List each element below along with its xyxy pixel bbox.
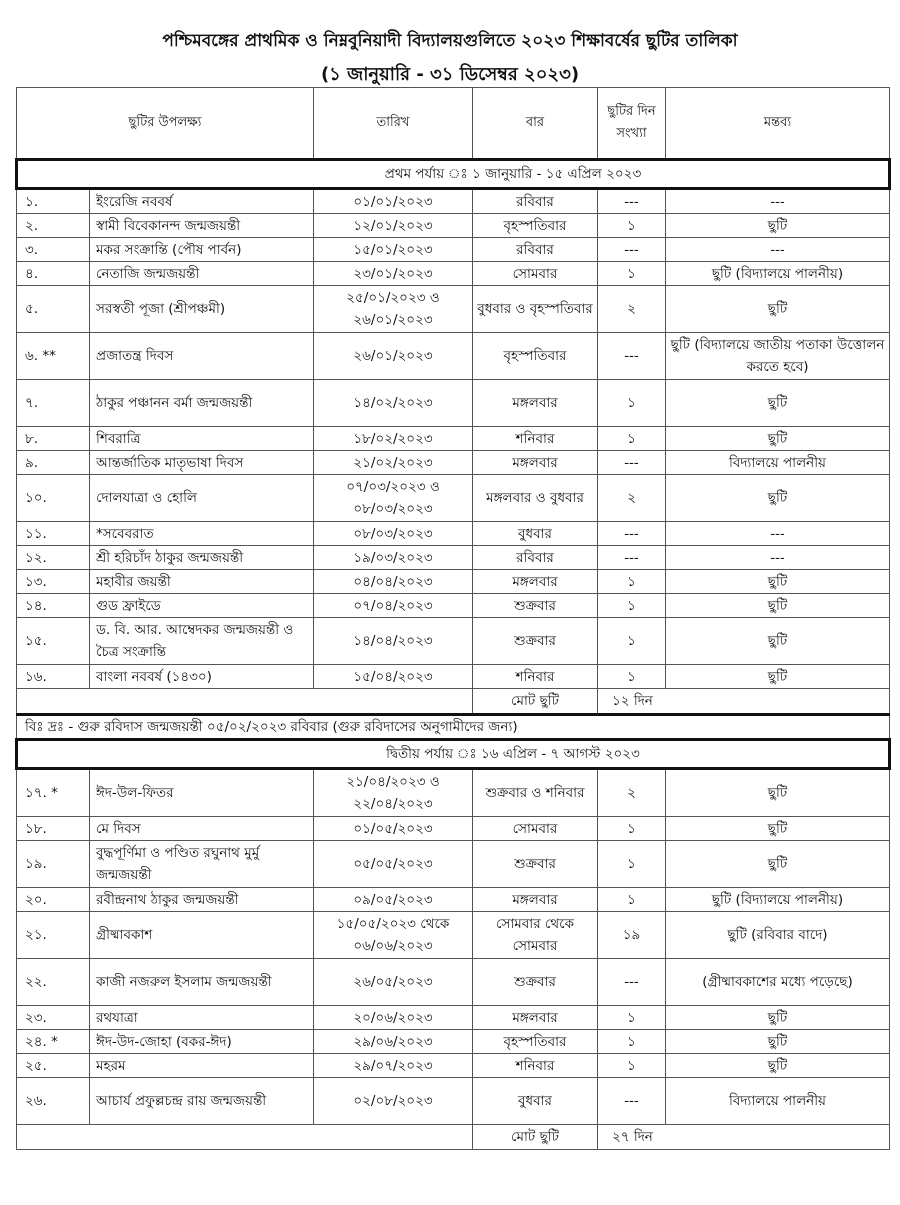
holiday-name: মহরম (90, 1054, 314, 1078)
holiday-count: ১ (598, 262, 666, 286)
holiday-day: রবিবার (473, 546, 598, 570)
row-number: ২০. (17, 888, 90, 912)
table-row (17, 817, 890, 841)
holiday-date: ২৯/০৭/২০২৩ (314, 1054, 473, 1078)
holiday-count: --- (598, 333, 666, 380)
holiday-name: বুদ্ধপূর্ণিমা ও পণ্ডিত রঘুনাথ মুর্মু জন্মজয়ন্তী (90, 841, 314, 888)
holiday-day: বৃহস্পতিবার (473, 1030, 598, 1054)
holiday-date: ০২/০৮/২০২৩ (314, 1078, 473, 1125)
row-number: ৫. (17, 286, 90, 333)
holiday-remark: --- (666, 522, 890, 546)
note-text: বিঃ দ্রঃ - গুরু রবিদাস জন্মজয়ন্তী ০৫/০২/২০২৩ রবিবার (গুরু রবিদাসের অনুগামীদের জন্য) (17, 715, 890, 740)
row-number: ১১. (17, 522, 90, 546)
holiday-day: শনিবার (473, 1054, 598, 1078)
table-row (17, 475, 890, 522)
holiday-count: ১ (598, 1030, 666, 1054)
holiday-count: ১ (598, 665, 666, 689)
header-remark: মন্তব্য (666, 88, 890, 160)
row-number: ২৩. (17, 1006, 90, 1030)
row-number: ১৮. (17, 817, 90, 841)
holiday-count: ১৯ (598, 912, 666, 959)
holiday-name: ড. বি. আর. আম্বেদকর জন্মজয়ন্তী ও চৈত্র সংক্রান্তি (90, 618, 314, 665)
row-number: ১. (17, 189, 90, 214)
row-number: ১৭. * (17, 769, 90, 817)
row-number: ২৪. * (17, 1030, 90, 1054)
row-number: ১৬. (17, 665, 90, 689)
holiday-name: রবীন্দ্রনাথ ঠাকুর জন্মজয়ন্তী (90, 888, 314, 912)
holiday-name: আচার্য প্রফুল্লচন্দ্র রায় জন্মজয়ন্তী (90, 1078, 314, 1125)
holiday-day: সোমবার (473, 262, 598, 286)
holiday-remark: (গ্রীষ্মাবকাশের মধ্যে পড়েছে) (666, 959, 890, 1006)
holiday-name: ঠাকুর পঞ্চানন বর্মা জন্মজয়ন্তী (90, 380, 314, 427)
holiday-name: মে দিবস (90, 817, 314, 841)
blank-cell (17, 689, 473, 715)
header-day: বার (473, 88, 598, 160)
holiday-day: বুধবার (473, 1078, 598, 1125)
table-row (17, 427, 890, 451)
header-date: তারিখ (314, 88, 473, 160)
table-row (17, 214, 890, 238)
note-row (17, 715, 890, 740)
holiday-day: মঙ্গলবার (473, 570, 598, 594)
table-row (17, 959, 890, 1006)
row-number: ২২. (17, 959, 90, 1006)
holiday-name: ঈদ-উদ-জোহা (বকর-ঈদ) (90, 1030, 314, 1054)
holiday-day: মঙ্গলবার (473, 1006, 598, 1030)
header-occasion: ছুটির উপলক্ষ্য (17, 88, 314, 160)
holiday-day: শনিবার (473, 665, 598, 689)
holiday-date: ১৪/০২/২০২৩ (314, 380, 473, 427)
table-row (17, 380, 890, 427)
total-label: মোট ছুটি (473, 1125, 598, 1150)
holiday-day: মঙ্গলবার (473, 380, 598, 427)
holiday-remark: ছুটি (666, 841, 890, 888)
holiday-count: --- (598, 189, 666, 214)
holiday-day: মঙ্গলবার (473, 451, 598, 475)
holiday-remark: ছুটি (666, 214, 890, 238)
phase1-total-row (17, 689, 890, 715)
holiday-day: মঙ্গলবার ও বুধবার (473, 475, 598, 522)
table-row (17, 451, 890, 475)
table-row (17, 618, 890, 665)
holiday-name: নেতাজি জন্মজয়ন্তী (90, 262, 314, 286)
holiday-date: ২১/০৪/২০২৩ ও ২২/০৪/২০২৩ (314, 769, 473, 817)
holiday-date: ২৬/০৫/২০২৩ (314, 959, 473, 1006)
table-row (17, 262, 890, 286)
holiday-count: ১ (598, 817, 666, 841)
holiday-remark: বিদ্যালয়ে পালনীয় (666, 1078, 890, 1125)
holiday-day: বৃহস্পতিবার (473, 333, 598, 380)
holiday-name: প্রজাতন্ত্র দিবস (90, 333, 314, 380)
holiday-remark: ছুটি (666, 1030, 890, 1054)
holiday-date: ২৬/০১/২০২৩ (314, 333, 473, 380)
holiday-date: ০৭/০৪/২০২৩ (314, 594, 473, 618)
holiday-count: ২ (598, 286, 666, 333)
row-number: ১৯. (17, 841, 90, 888)
holiday-name: গ্রীষ্মাবকাশ (90, 912, 314, 959)
table-row (17, 189, 890, 214)
holiday-remark: ছুটি (666, 475, 890, 522)
table-row (17, 1006, 890, 1030)
holiday-remark: ছুটি (বিদ্যালয়ে পালনীয়) (666, 888, 890, 912)
holiday-date: ২০/০৬/২০২৩ (314, 1006, 473, 1030)
table-row (17, 546, 890, 570)
holiday-day: শুক্রবার (473, 594, 598, 618)
table-row (17, 286, 890, 333)
holiday-count: --- (598, 546, 666, 570)
holiday-day: রবিবার (473, 238, 598, 262)
holiday-date: ২৫/০১/২০২৩ ও ২৬/০১/২০২৩ (314, 286, 473, 333)
holiday-remark: ছুটি (666, 817, 890, 841)
holiday-remark: --- (666, 238, 890, 262)
holiday-remark: ছুটি (666, 1006, 890, 1030)
holiday-date: ১৫/০৪/২০২৩ (314, 665, 473, 689)
holiday-count: ২ (598, 475, 666, 522)
total-label: মোট ছুটি (473, 689, 598, 715)
holiday-date: ০৮/০৩/২০২৩ (314, 522, 473, 546)
holiday-day: সোমবার থেকে সোমবার (473, 912, 598, 959)
total-value: ১২ দিন (598, 689, 890, 715)
page-subtitle: (১ জানুয়ারি - ৩১ ডিসেম্বর ২০২৩) (320, 64, 580, 85)
page-title: পশ্চিমবঙ্গের প্রাথমিক ও নিম্নবুনিয়াদী বিদ্যালয়গুলিতে ২০২৩ শিক্ষাবর্ষের ছুটির তালিকা (162, 31, 738, 51)
holiday-name: শ্রী হরিচাঁদ ঠাকুর জন্মজয়ন্তী (90, 546, 314, 570)
holiday-day: শুক্রবার (473, 618, 598, 665)
row-number: ২. (17, 214, 90, 238)
holiday-remark: ছুটি (666, 769, 890, 817)
blank-cell (17, 1125, 473, 1150)
holiday-name: কাজী নজরুল ইসলাম জন্মজয়ন্তী (90, 959, 314, 1006)
holiday-name: মহাবীর জয়ন্তী (90, 570, 314, 594)
holiday-day: রবিবার (473, 189, 598, 214)
holiday-date: ১২/০১/২০২৩ (314, 214, 473, 238)
table-row (17, 1054, 890, 1078)
row-number: ৯. (17, 451, 90, 475)
holiday-name: দোলযাত্রা ও হোলি (90, 475, 314, 522)
phase2-header (17, 740, 890, 769)
header-count: ছুটির দিন সংখ্যা (598, 88, 666, 160)
holiday-day: শনিবার (473, 427, 598, 451)
row-number: ২৫. (17, 1054, 90, 1078)
row-number: ১৩. (17, 570, 90, 594)
holiday-count: ১ (598, 888, 666, 912)
table-row (17, 333, 890, 380)
holiday-date: ১৪/০৪/২০২৩ (314, 618, 473, 665)
table-row (17, 570, 890, 594)
holiday-remark: ছুটি (666, 380, 890, 427)
table-row (17, 665, 890, 689)
holiday-name: ইংরেজি নববর্ষ (90, 189, 314, 214)
holiday-count: --- (598, 1078, 666, 1125)
holiday-remark: ছুটি (666, 570, 890, 594)
holiday-date: ০৫/০৫/২০২৩ (314, 841, 473, 888)
holiday-date: ০৭/০৩/২০২৩ ও ০৮/০৩/২০২৩ (314, 475, 473, 522)
table-header-row (17, 88, 890, 160)
holiday-date: ২৩/০১/২০২৩ (314, 262, 473, 286)
holiday-remark: ছুটি (666, 1054, 890, 1078)
phase1-header (17, 160, 890, 189)
holiday-day: সোমবার (473, 817, 598, 841)
holiday-count: ১ (598, 618, 666, 665)
row-number: ৬. ** (17, 333, 90, 380)
holiday-date: ০৯/০৫/২০২৩ (314, 888, 473, 912)
holiday-count: --- (598, 959, 666, 1006)
holiday-date: ১৫/০১/২০২৩ (314, 238, 473, 262)
table-row (17, 912, 890, 959)
table-row (17, 1078, 890, 1125)
row-number: ৪. (17, 262, 90, 286)
table-row (17, 1030, 890, 1054)
holiday-remark: --- (666, 189, 890, 214)
table-row (17, 888, 890, 912)
holiday-date: ০১/০১/২০২৩ (314, 189, 473, 214)
holiday-table (15, 87, 891, 1150)
holiday-day: শুক্রবার ও শনিবার (473, 769, 598, 817)
holiday-date: ২১/০২/২০২৩ (314, 451, 473, 475)
holiday-count: ১ (598, 380, 666, 427)
phase2-total-row (17, 1125, 890, 1150)
total-value: ২৭ দিন (598, 1125, 890, 1150)
holiday-name: *সবেবরাত (90, 522, 314, 546)
row-number: ২৬. (17, 1078, 90, 1125)
table-row (17, 594, 890, 618)
holiday-count: ২ (598, 769, 666, 817)
row-number: ১২. (17, 546, 90, 570)
row-number: ১৫. (17, 618, 90, 665)
holiday-name: আন্তর্জাতিক মাতৃভাষা দিবস (90, 451, 314, 475)
holiday-remark: ছুটি (666, 618, 890, 665)
holiday-remark: ছুটি (666, 286, 890, 333)
holiday-count: ১ (598, 214, 666, 238)
holiday-name: শিবরাত্রি (90, 427, 314, 451)
holiday-remark: বিদ্যালয়ে পালনীয় (666, 451, 890, 475)
holiday-count: --- (598, 451, 666, 475)
row-number: ১৪. (17, 594, 90, 618)
holiday-remark: --- (666, 546, 890, 570)
holiday-name: মকর সংক্রান্তি (পৌষ পার্বন) (90, 238, 314, 262)
holiday-name: সরস্বতী পূজা (শ্রীপঞ্চমী) (90, 286, 314, 333)
holiday-name: ঈদ-উল-ফিতর (90, 769, 314, 817)
holiday-remark: ছুটি (বিদ্যালয়ে পালনীয়) (666, 262, 890, 286)
table-row (17, 769, 890, 817)
holiday-day: বুধবার (473, 522, 598, 546)
holiday-date: ০৪/০৪/২০২৩ (314, 570, 473, 594)
table-row (17, 841, 890, 888)
holiday-name: স্বামী বিবেকানন্দ জন্মজয়ন্তী (90, 214, 314, 238)
holiday-day: বৃহস্পতিবার (473, 214, 598, 238)
table-row (17, 238, 890, 262)
holiday-remark: ছুটি (বিদ্যালয়ে জাতীয় পতাকা উত্তোলন করতে হবে) (666, 333, 890, 380)
holiday-remark: ছুটি (666, 427, 890, 451)
holiday-name: গুড ফ্রাইডে (90, 594, 314, 618)
row-number: ৭. (17, 380, 90, 427)
holiday-date: ১৮/০২/২০২৩ (314, 427, 473, 451)
holiday-count: ১ (598, 841, 666, 888)
holiday-date: ০১/০৫/২০২৩ (314, 817, 473, 841)
holiday-remark: ছুটি (666, 594, 890, 618)
holiday-count: ১ (598, 570, 666, 594)
phase1-label: প্রথম পর্যায় ঃ ১ জানুয়ারি - ১৫ এপ্রিল ২০২৩ (384, 166, 642, 182)
holiday-count: ১ (598, 1006, 666, 1030)
row-number: ২১. (17, 912, 90, 959)
holiday-name: বাংলা নববর্ষ (১৪৩০) (90, 665, 314, 689)
holiday-date: ১৯/০৩/২০২৩ (314, 546, 473, 570)
holiday-day: শুক্রবার (473, 959, 598, 1006)
holiday-count: --- (598, 522, 666, 546)
holiday-day: বুধবার ও বৃহস্পতিবার (473, 286, 598, 333)
holiday-day: মঙ্গলবার (473, 888, 598, 912)
holiday-count: ১ (598, 1054, 666, 1078)
row-number: ৩. (17, 238, 90, 262)
holiday-day: শুক্রবার (473, 841, 598, 888)
row-number: ৮. (17, 427, 90, 451)
holiday-date: ২৯/০৬/২০২৩ (314, 1030, 473, 1054)
holiday-count: ১ (598, 594, 666, 618)
table-row (17, 522, 890, 546)
holiday-count: --- (598, 238, 666, 262)
row-number: ১০. (17, 475, 90, 522)
holiday-remark: ছুটি (666, 665, 890, 689)
holiday-name: রথযাত্রা (90, 1006, 314, 1030)
holiday-count: ১ (598, 427, 666, 451)
holiday-date: ১৫/০৫/২০২৩ থেকে ০৬/০৬/২০২৩ (314, 912, 473, 959)
phase2-label: দ্বিতীয় পর্যায় ঃ ১৬ এপ্রিল - ৭ আগস্ট ২০২৩ (386, 746, 640, 762)
holiday-remark: ছুটি (রবিবার বাদে) (666, 912, 890, 959)
